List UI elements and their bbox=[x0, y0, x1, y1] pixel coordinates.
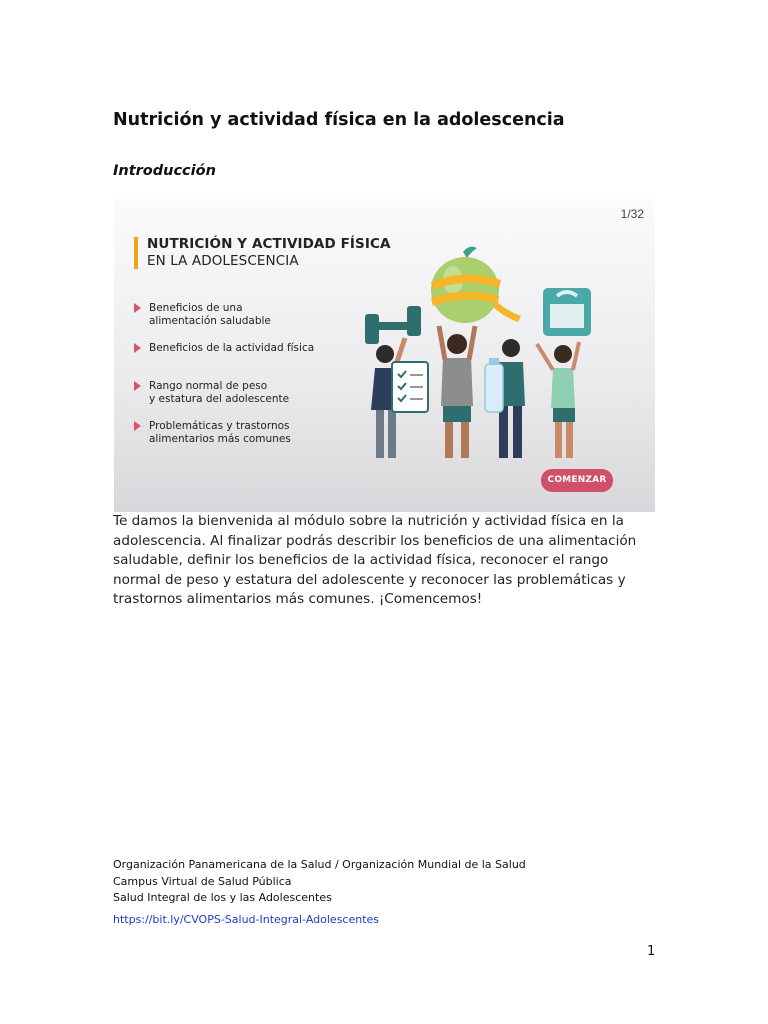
course-slide-preview[interactable] bbox=[114, 199, 655, 512]
triangle-bullet-icon bbox=[134, 343, 141, 353]
topic-line2: y estatura del adolescente bbox=[149, 393, 290, 405]
course-link[interactable]: https://bit.ly/CVOPS-Salud-Integral-Adolescentes bbox=[113, 912, 380, 926]
footer bbox=[113, 857, 526, 928]
slide-title-line2: EN LA ADOLESCENCIA bbox=[147, 253, 299, 269]
page-number: 1 bbox=[647, 944, 656, 959]
slide-counter: 1/32 bbox=[620, 207, 644, 221]
topic-line1: Problemáticas y trastornos bbox=[149, 420, 290, 432]
slide-topic-item bbox=[134, 342, 319, 355]
person-figure bbox=[537, 342, 579, 458]
document-title: Nutrición y actividad física en la adolescencia bbox=[113, 110, 565, 130]
clipboard-checklist-icon bbox=[392, 362, 428, 412]
slide-title-line1: NUTRICIÓN Y ACTIVIDAD FÍSICA bbox=[147, 236, 391, 252]
slide-topic-item bbox=[134, 302, 319, 328]
water-bottle-icon bbox=[485, 358, 503, 412]
footer-organization: Organización Panamericana de la Salud / Organización Mundial de la Salud bbox=[113, 858, 526, 871]
slide-topic-item bbox=[134, 380, 319, 406]
triangle-bullet-icon bbox=[134, 303, 141, 313]
slide-title bbox=[147, 236, 391, 270]
section-title: Introducción bbox=[113, 163, 216, 179]
start-button[interactable]: COMENZAR bbox=[541, 469, 613, 492]
triangle-bullet-icon bbox=[134, 421, 141, 431]
slide-topic-item bbox=[134, 420, 319, 446]
triangle-bullet-icon bbox=[134, 381, 141, 391]
footer-campus: Campus Virtual de Salud Pública bbox=[113, 874, 292, 888]
topic-line1: Rango normal de peso bbox=[149, 380, 268, 392]
topic-line2: alimentarios más comunes bbox=[149, 433, 291, 445]
intro-paragraph: Te damos la bienvenida al módulo sobre la nutrición y actividad física en la adolescencia. Al finalizar podrás describir los beneficios de una alimentación saludable, definir los beneficios de la actividad física, reconocer el rango normal de peso y estatura del adolescente y reconocer las problemáticas y trastornos alimentarios más comunes. ¡Comencemos! bbox=[113, 513, 637, 607]
slide-title-accent-bar bbox=[134, 237, 138, 269]
teens-fitness-illustration bbox=[359, 244, 599, 469]
dumbbell-icon bbox=[365, 306, 421, 344]
bathroom-scale-icon bbox=[543, 288, 591, 336]
footer-course: Salud Integral de los y las Adolescentes bbox=[113, 891, 332, 904]
person-figure bbox=[439, 326, 475, 458]
topic-line1: Beneficios de una bbox=[149, 302, 243, 314]
topic-line1: Beneficios de la actividad física bbox=[149, 342, 315, 354]
topic-line2: alimentación saludable bbox=[149, 315, 271, 327]
